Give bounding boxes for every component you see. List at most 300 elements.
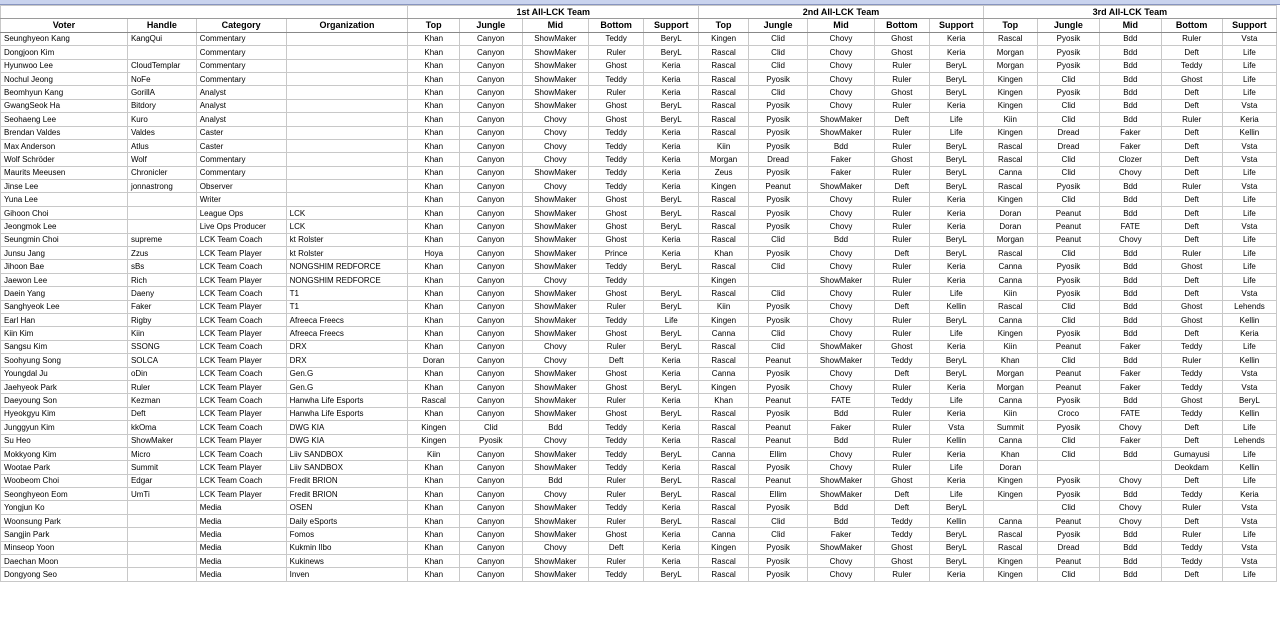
table-cell[interactable]: ShowMaker — [522, 501, 589, 514]
table-cell[interactable]: ShowMaker — [522, 514, 589, 527]
table-cell[interactable]: Pyosik — [1037, 394, 1099, 407]
table-cell[interactable] — [286, 193, 408, 206]
table-cell[interactable]: Canna — [699, 327, 749, 340]
table-cell[interactable]: Commentary — [196, 59, 286, 72]
table-cell[interactable]: ShowMaker — [522, 260, 589, 273]
table-cell[interactable]: BeryL — [644, 327, 699, 340]
table-cell[interactable]: LCK Team Player — [196, 273, 286, 286]
table-cell[interactable]: Ruler — [874, 72, 929, 85]
table-cell[interactable]: Life — [929, 488, 983, 501]
table-cell[interactable]: NONGSHIM REDFORCE — [286, 273, 408, 286]
table-cell[interactable]: ShowMaker — [522, 380, 589, 393]
table-cell[interactable]: Ghost — [1161, 313, 1222, 326]
table-cell[interactable]: Commentary — [196, 46, 286, 59]
table-cell[interactable]: ShowMaker — [808, 113, 875, 126]
table-cell[interactable]: Kezman — [127, 394, 196, 407]
table-cell[interactable]: Kellin — [1222, 313, 1276, 326]
table-cell[interactable]: Micro — [127, 447, 196, 460]
table-cell[interactable]: Daily eSports — [286, 514, 408, 527]
table-cell[interactable] — [127, 528, 196, 541]
table-cell[interactable]: ShowMaker — [522, 367, 589, 380]
table-cell[interactable]: Bdd — [1100, 447, 1161, 460]
table-cell[interactable]: BeryL — [644, 193, 699, 206]
table-cell[interactable]: Bdd — [1100, 59, 1161, 72]
table-cell[interactable]: Kellin — [929, 300, 983, 313]
table-cell[interactable]: BeryL — [644, 46, 699, 59]
table-cell[interactable]: Keria — [1222, 327, 1276, 340]
table-cell[interactable]: Seonghyeon Eom — [1, 488, 128, 501]
table-cell[interactable]: Canyon — [460, 113, 522, 126]
table-cell[interactable]: Khan — [699, 247, 749, 260]
table-cell[interactable]: Daein Yang — [1, 287, 128, 300]
table-cell[interactable]: Keria — [929, 46, 983, 59]
table-cell[interactable]: Peanut — [748, 434, 807, 447]
table-cell[interactable]: Rascal — [983, 139, 1037, 152]
table-cell[interactable]: Ghost — [589, 220, 644, 233]
table-cell[interactable]: Khan — [408, 72, 460, 85]
table-cell[interactable]: Junggyun Kim — [1, 421, 128, 434]
table-cell[interactable]: Clid — [748, 340, 807, 353]
table-cell[interactable]: Dongyong Seo — [1, 568, 128, 581]
table-cell[interactable]: Bdd — [808, 514, 875, 527]
table-cell[interactable]: Canyon — [460, 32, 522, 45]
table-cell[interactable]: ShowMaker — [522, 59, 589, 72]
table-cell[interactable]: Canyon — [460, 501, 522, 514]
table-cell[interactable]: BeryL — [929, 166, 983, 179]
table-cell[interactable]: Soohyung Song — [1, 354, 128, 367]
table-cell[interactable]: Morgan — [983, 380, 1037, 393]
table-cell[interactable]: Chovy — [808, 99, 875, 112]
table-cell[interactable]: Ruler — [874, 220, 929, 233]
table-cell[interactable]: Seunghyeon Kang — [1, 32, 128, 45]
table-cell[interactable] — [748, 273, 807, 286]
column-header[interactable]: Top — [408, 19, 460, 32]
table-cell[interactable]: BeryL — [644, 99, 699, 112]
table-cell[interactable]: Keria — [644, 434, 699, 447]
table-cell[interactable]: Kingen — [699, 541, 749, 554]
table-cell[interactable]: Edgar — [127, 474, 196, 487]
table-cell[interactable]: Chovy — [522, 354, 589, 367]
table-cell[interactable] — [1037, 461, 1099, 474]
table-cell[interactable]: Chovy — [808, 46, 875, 59]
table-cell[interactable]: Canyon — [460, 568, 522, 581]
table-cell[interactable]: Ghost — [874, 46, 929, 59]
table-cell[interactable]: Daeny — [127, 287, 196, 300]
table-cell[interactable]: Chovy — [808, 247, 875, 260]
table-cell[interactable]: Beomhyun Kang — [1, 86, 128, 99]
table-cell[interactable]: Clid — [748, 46, 807, 59]
table-cell[interactable]: Hanwha Life Esports — [286, 407, 408, 420]
table-cell[interactable]: Canyon — [460, 394, 522, 407]
table-cell[interactable]: Deft — [127, 407, 196, 420]
table-cell[interactable]: Canna — [983, 260, 1037, 273]
table-cell[interactable]: Rigby — [127, 313, 196, 326]
table-cell[interactable]: Rascal — [699, 113, 749, 126]
table-cell[interactable]: Deft — [1161, 99, 1222, 112]
table-cell[interactable]: LCK Team Coach — [196, 447, 286, 460]
table-cell[interactable]: BeryL — [929, 247, 983, 260]
table-cell[interactable]: Ghost — [589, 99, 644, 112]
table-cell[interactable]: Khan — [408, 514, 460, 527]
table-cell[interactable]: BeryL — [929, 86, 983, 99]
table-cell[interactable]: Deft — [1161, 568, 1222, 581]
table-cell[interactable]: Chovy — [808, 380, 875, 393]
table-cell[interactable]: Teddy — [589, 32, 644, 45]
table-cell[interactable]: Peanut — [748, 180, 807, 193]
table-cell[interactable]: BeryL — [644, 474, 699, 487]
table-cell[interactable]: Ruler — [589, 514, 644, 527]
table-cell[interactable]: Ruler — [874, 327, 929, 340]
table-cell[interactable]: Media — [196, 528, 286, 541]
table-cell[interactable]: ShowMaker — [522, 327, 589, 340]
table-cell[interactable]: Chovy — [808, 32, 875, 45]
table-cell[interactable]: Keria — [929, 206, 983, 219]
table-cell[interactable]: Chovy — [808, 72, 875, 85]
table-cell[interactable]: Ruler — [874, 273, 929, 286]
table-cell[interactable]: ShowMaker — [808, 488, 875, 501]
table-cell[interactable]: Kiin — [983, 340, 1037, 353]
table-cell[interactable]: Clid — [1037, 193, 1099, 206]
table-cell[interactable]: BeryL — [644, 514, 699, 527]
table-cell[interactable]: Canyon — [460, 139, 522, 152]
table-cell[interactable]: supreme — [127, 233, 196, 246]
table-cell[interactable] — [286, 139, 408, 152]
table-cell[interactable]: Chovy — [808, 447, 875, 460]
table-cell[interactable]: Life — [1222, 447, 1276, 460]
table-cell[interactable]: Pyosik — [748, 247, 807, 260]
column-header[interactable]: Mid — [808, 19, 875, 32]
table-cell[interactable]: Morgan — [983, 46, 1037, 59]
table-cell[interactable]: Vsta — [1222, 541, 1276, 554]
table-cell[interactable]: ShowMaker — [808, 273, 875, 286]
table-cell[interactable] — [286, 99, 408, 112]
table-cell[interactable]: Khan — [408, 380, 460, 393]
table-cell[interactable]: LCK Team Player — [196, 434, 286, 447]
table-cell[interactable] — [983, 501, 1037, 514]
table-cell[interactable]: Deft — [1161, 273, 1222, 286]
table-cell[interactable]: Canyon — [460, 46, 522, 59]
table-cell[interactable]: Media — [196, 555, 286, 568]
table-cell[interactable]: Ghost — [1161, 394, 1222, 407]
table-cell[interactable]: Faker — [1100, 340, 1161, 353]
table-cell[interactable]: Gumayusi — [1161, 447, 1222, 460]
table-cell[interactable]: Kellin — [1222, 407, 1276, 420]
table-cell[interactable]: Keria — [644, 528, 699, 541]
table-cell[interactable]: Khan — [408, 273, 460, 286]
table-cell[interactable]: Bdd — [1100, 541, 1161, 554]
table-cell[interactable]: Kellin — [1222, 354, 1276, 367]
table-cell[interactable]: BeryL — [929, 233, 983, 246]
table-cell[interactable]: Life — [1222, 193, 1276, 206]
table-cell[interactable] — [286, 32, 408, 45]
table-cell[interactable]: Pyosik — [1037, 421, 1099, 434]
table-cell[interactable]: Pyosik — [748, 113, 807, 126]
table-cell[interactable]: Liiv SANDBOX — [286, 447, 408, 460]
table-cell[interactable]: Peanut — [1037, 340, 1099, 353]
table-cell[interactable]: Lehends — [1222, 300, 1276, 313]
table-cell[interactable]: Clid — [1037, 300, 1099, 313]
table-cell[interactable]: Life — [929, 461, 983, 474]
table-cell[interactable]: Khan — [408, 555, 460, 568]
table-cell[interactable] — [286, 166, 408, 179]
table-cell[interactable]: Chovy — [522, 340, 589, 353]
table-cell[interactable]: Deft — [874, 501, 929, 514]
table-cell[interactable]: Ruler — [1161, 32, 1222, 45]
table-cell[interactable]: Zeus — [699, 166, 749, 179]
table-cell[interactable]: Ruler — [874, 313, 929, 326]
table-cell[interactable]: Bdd — [1100, 354, 1161, 367]
table-cell[interactable]: Deft — [1161, 153, 1222, 166]
table-cell[interactable]: Khan — [408, 139, 460, 152]
table-cell[interactable]: Keria — [929, 260, 983, 273]
table-cell[interactable]: Doran — [983, 206, 1037, 219]
table-cell[interactable]: Keria — [644, 394, 699, 407]
table-cell[interactable]: Pyosik — [1037, 474, 1099, 487]
table-cell[interactable]: Teddy — [589, 501, 644, 514]
table-cell[interactable]: Analyst — [196, 99, 286, 112]
table-cell[interactable]: Ruler — [874, 434, 929, 447]
table-cell[interactable]: Ruler — [874, 99, 929, 112]
table-cell[interactable]: Bdd — [1100, 313, 1161, 326]
table-cell[interactable]: Bdd — [1100, 555, 1161, 568]
table-cell[interactable]: Khan — [408, 528, 460, 541]
table-cell[interactable]: Ruler — [874, 139, 929, 152]
table-cell[interactable]: Canyon — [460, 260, 522, 273]
table-cell[interactable]: Woobeom Choi — [1, 474, 128, 487]
table-cell[interactable] — [127, 541, 196, 554]
table-cell[interactable]: Rascal — [983, 32, 1037, 45]
table-cell[interactable]: Pyosik — [748, 220, 807, 233]
table-cell[interactable]: Ghost — [589, 528, 644, 541]
table-cell[interactable]: Deft — [1161, 46, 1222, 59]
table-cell[interactable]: Keria — [644, 233, 699, 246]
table-cell[interactable]: LCK Team Player — [196, 247, 286, 260]
table-cell[interactable] — [286, 180, 408, 193]
table-cell[interactable]: Life — [1222, 233, 1276, 246]
table-cell[interactable]: ShowMaker — [522, 166, 589, 179]
table-cell[interactable] — [127, 206, 196, 219]
table-cell[interactable]: Chovy — [1100, 166, 1161, 179]
table-cell[interactable]: Peanut — [1037, 555, 1099, 568]
table-cell[interactable]: Rascal — [699, 555, 749, 568]
table-cell[interactable]: Deft — [1161, 220, 1222, 233]
table-cell[interactable]: Ruler — [874, 233, 929, 246]
table-cell[interactable]: Seungmin Choi — [1, 233, 128, 246]
table-cell[interactable] — [1100, 461, 1161, 474]
table-cell[interactable]: Peanut — [1037, 514, 1099, 527]
table-cell[interactable]: Faker — [1100, 367, 1161, 380]
table-cell[interactable]: Khan — [408, 501, 460, 514]
table-cell[interactable]: Chovy — [808, 193, 875, 206]
table-cell[interactable]: Deft — [1161, 434, 1222, 447]
table-cell[interactable]: Chovy — [522, 180, 589, 193]
table-cell[interactable]: DWG KIA — [286, 421, 408, 434]
table-cell[interactable]: Kiin — [127, 327, 196, 340]
table-cell[interactable]: Gen.G — [286, 380, 408, 393]
table-cell[interactable]: LCK Team Player — [196, 380, 286, 393]
table-cell[interactable]: Teddy — [1161, 407, 1222, 420]
table-cell[interactable]: ShowMaker — [127, 434, 196, 447]
table-cell[interactable]: Valdes — [127, 126, 196, 139]
table-cell[interactable]: Pyosik — [1037, 273, 1099, 286]
table-cell[interactable]: Sangsu Kim — [1, 340, 128, 353]
table-cell[interactable]: Pyosik — [748, 541, 807, 554]
table-cell[interactable]: BeryL — [644, 407, 699, 420]
table-cell[interactable]: BeryL — [644, 340, 699, 353]
table-cell[interactable]: ShowMaker — [522, 247, 589, 260]
table-cell[interactable]: Life — [1222, 247, 1276, 260]
table-cell[interactable] — [127, 220, 196, 233]
table-cell[interactable]: Canna — [983, 514, 1037, 527]
table-cell[interactable]: LCK — [286, 206, 408, 219]
table-cell[interactable]: ShowMaker — [522, 233, 589, 246]
table-cell[interactable]: Inven — [286, 568, 408, 581]
column-header[interactable]: Jungle — [748, 19, 807, 32]
table-cell[interactable]: Faker — [1100, 139, 1161, 152]
table-cell[interactable]: Ghost — [589, 327, 644, 340]
table-cell[interactable]: Canyon — [460, 273, 522, 286]
table-cell[interactable]: FATE — [1100, 407, 1161, 420]
table-cell[interactable]: Media — [196, 514, 286, 527]
table-cell[interactable]: Rascal — [699, 260, 749, 273]
table-cell[interactable]: Minseop Yoon — [1, 541, 128, 554]
table-cell[interactable]: Vsta — [1222, 153, 1276, 166]
table-cell[interactable]: Rascal — [983, 180, 1037, 193]
table-cell[interactable]: Max Anderson — [1, 139, 128, 152]
table-cell[interactable]: Deft — [1161, 233, 1222, 246]
table-cell[interactable]: Clid — [748, 32, 807, 45]
table-cell[interactable]: Keria — [929, 568, 983, 581]
table-cell[interactable]: Faker — [1100, 126, 1161, 139]
table-cell[interactable]: Jaewon Lee — [1, 273, 128, 286]
table-cell[interactable]: Canyon — [460, 86, 522, 99]
table-cell[interactable]: Keria — [929, 220, 983, 233]
table-cell[interactable]: LCK — [286, 220, 408, 233]
table-cell[interactable]: Summit — [127, 461, 196, 474]
table-cell[interactable]: Keria — [644, 461, 699, 474]
table-cell[interactable]: Bdd — [1100, 32, 1161, 45]
table-cell[interactable]: Ghost — [1161, 72, 1222, 85]
table-cell[interactable]: Kingen — [699, 180, 749, 193]
table-cell[interactable]: Rascal — [699, 514, 749, 527]
table-cell[interactable]: Rascal — [983, 153, 1037, 166]
table-cell[interactable]: Keria — [929, 474, 983, 487]
table-cell[interactable]: Canyon — [460, 340, 522, 353]
table-cell[interactable]: Dongjoon Kim — [1, 46, 128, 59]
table-cell[interactable]: Teddy — [589, 447, 644, 460]
table-cell[interactable]: Ruler — [874, 260, 929, 273]
table-cell[interactable]: Life — [1222, 260, 1276, 273]
table-cell[interactable]: Media — [196, 568, 286, 581]
table-cell[interactable]: Life — [929, 113, 983, 126]
table-cell[interactable]: Clid — [748, 86, 807, 99]
table-cell[interactable]: Yuna Lee — [1, 193, 128, 206]
table-cell[interactable]: Bdd — [808, 233, 875, 246]
table-cell[interactable]: Nochul Jeong — [1, 72, 128, 85]
table-cell[interactable]: Rascal — [699, 59, 749, 72]
table-cell[interactable]: GorillA — [127, 86, 196, 99]
column-header[interactable]: Jungle — [1037, 19, 1099, 32]
table-cell[interactable]: ShowMaker — [522, 568, 589, 581]
table-cell[interactable]: Canyon — [460, 327, 522, 340]
table-cell[interactable]: ShowMaker — [522, 46, 589, 59]
table-cell[interactable]: ShowMaker — [522, 220, 589, 233]
table-cell[interactable]: Bitdory — [127, 99, 196, 112]
table-cell[interactable]: Bdd — [1100, 247, 1161, 260]
table-cell[interactable]: ShowMaker — [522, 99, 589, 112]
table-cell[interactable]: ShowMaker — [522, 313, 589, 326]
column-header[interactable]: Bottom — [874, 19, 929, 32]
table-cell[interactable]: Pyosik — [460, 434, 522, 447]
table-cell[interactable]: Ruler — [874, 206, 929, 219]
table-cell[interactable]: Clid — [748, 514, 807, 527]
table-cell[interactable]: Chovy — [808, 206, 875, 219]
table-cell[interactable]: oDin — [127, 367, 196, 380]
table-cell[interactable]: Rascal — [699, 407, 749, 420]
table-cell[interactable]: Morgan — [699, 153, 749, 166]
table-cell[interactable]: Pyosik — [748, 568, 807, 581]
table-cell[interactable]: Bdd — [1100, 528, 1161, 541]
table-cell[interactable]: Ruler — [1161, 247, 1222, 260]
table-cell[interactable]: Faker — [1100, 380, 1161, 393]
table-cell[interactable]: Deft — [874, 300, 929, 313]
table-cell[interactable]: Teddy — [589, 180, 644, 193]
table-cell[interactable]: Pyosik — [1037, 32, 1099, 45]
table-cell[interactable]: Canna — [983, 434, 1037, 447]
table-cell[interactable]: Kukmin Ilbo — [286, 541, 408, 554]
table-cell[interactable]: BeryL — [644, 32, 699, 45]
column-header[interactable]: Jungle — [460, 19, 522, 32]
table-cell[interactable]: Keria — [644, 247, 699, 260]
table-cell[interactable]: Hyunwoo Lee — [1, 59, 128, 72]
table-cell[interactable]: Life — [929, 394, 983, 407]
table-cell[interactable]: Zzus — [127, 247, 196, 260]
table-cell[interactable]: BeryL — [929, 555, 983, 568]
table-cell[interactable]: Deft — [1161, 327, 1222, 340]
table-cell[interactable]: Bdd — [808, 434, 875, 447]
table-cell[interactable]: Clid — [1037, 447, 1099, 460]
table-cell[interactable]: Peanut — [748, 354, 807, 367]
table-cell[interactable]: Lehends — [1222, 434, 1276, 447]
table-cell[interactable]: ShowMaker — [808, 126, 875, 139]
table-cell[interactable]: Kingen — [983, 193, 1037, 206]
table-cell[interactable]: Canyon — [460, 233, 522, 246]
table-cell[interactable]: Peanut — [748, 421, 807, 434]
table-cell[interactable]: Vsta — [1222, 514, 1276, 527]
table-cell[interactable]: Commentary — [196, 32, 286, 45]
table-cell[interactable]: Khan — [408, 474, 460, 487]
table-cell[interactable]: Vsta — [929, 421, 983, 434]
table-cell[interactable] — [286, 153, 408, 166]
table-cell[interactable]: Life — [644, 313, 699, 326]
table-cell[interactable]: Khan — [983, 447, 1037, 460]
table-cell[interactable]: Doran — [408, 354, 460, 367]
table-cell[interactable]: Bdd — [1100, 273, 1161, 286]
table-cell[interactable]: Clid — [1037, 501, 1099, 514]
table-cell[interactable]: Pyosik — [1037, 488, 1099, 501]
table-cell[interactable]: Hanwha Life Esports — [286, 394, 408, 407]
table-cell[interactable] — [127, 514, 196, 527]
table-cell[interactable]: Kingen — [983, 474, 1037, 487]
table-cell[interactable]: Analyst — [196, 113, 286, 126]
table-cell[interactable]: ShowMaker — [808, 340, 875, 353]
table-cell[interactable]: Chovy — [522, 139, 589, 152]
table-cell[interactable]: Keria — [929, 380, 983, 393]
table-cell[interactable]: Kingen — [699, 380, 749, 393]
table-cell[interactable]: Pyosik — [1037, 528, 1099, 541]
table-cell[interactable]: LCK Team Coach — [196, 287, 286, 300]
table-cell[interactable]: Peanut — [1037, 367, 1099, 380]
